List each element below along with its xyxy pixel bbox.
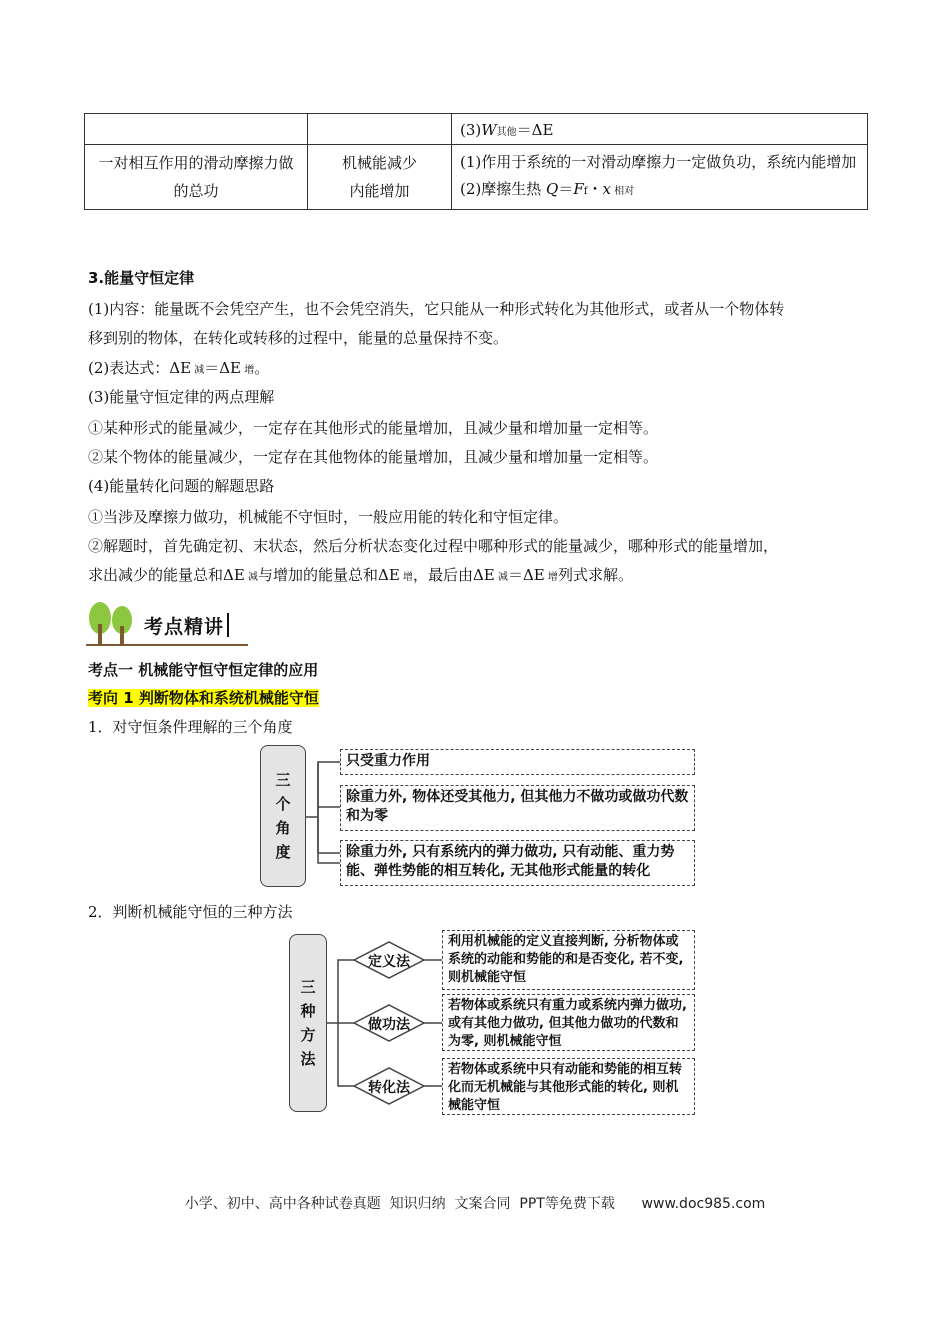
cell-text: F [573, 180, 584, 198]
method-desc-box: 若物体或系统只有重力或系统内弹力做功, 或有其他力做功, 但其他力做功的代数和为零, 则机械能守恒 [442, 994, 695, 1051]
label-char: 三 [300, 978, 316, 996]
paragraph: ①某种形式的能量减少，一定存在其他形式的能量增加，且减少量和增加量一定相等。 [88, 419, 659, 437]
cell-text: ・ [587, 180, 603, 198]
method-name: 做功法 [368, 1017, 410, 1033]
badge-label: 考点精讲 [144, 616, 225, 638]
cell-text: (1)作用于系统的一对滑动摩擦力一定做负功，系统内能增加 [460, 153, 857, 171]
method-desc-box: 若物体或系统中只有动能和势能的相互转化而无机械能与其他形式能的转化, 则机械能守恒 [442, 1058, 695, 1115]
cell-subscript: 其他 [496, 126, 517, 138]
condition-box: 除重力外, 只有系统内的弹力做功, 只有动能、重力势能、弹性势能的相互转化, 无其他形式能量的转化 [340, 840, 695, 886]
label-char: 方 [300, 1026, 316, 1044]
text: 列式求解。 [557, 566, 633, 584]
cell-text: (3) [460, 120, 482, 139]
label-char: 角 [275, 819, 291, 837]
cell-subscript: f [583, 186, 588, 197]
subscript: 增 [544, 572, 558, 583]
method-name: 转化法 [368, 1080, 410, 1096]
paragraph: ①当涉及摩擦力做功，机械能不守恒时，一般应用能的转化和守恒定律。 [88, 508, 569, 526]
label-char: 法 [300, 1050, 316, 1068]
topic-direction [88, 687, 319, 708]
cell-text [460, 176, 859, 205]
diagram2-label [289, 934, 327, 1112]
cell-text: x [602, 180, 611, 198]
label-char: 种 [300, 1002, 316, 1020]
cell-text: ＝ΔE [516, 120, 554, 139]
table-cell [452, 145, 868, 210]
cell-text: 机械能减少 [341, 154, 417, 172]
energy-table [84, 113, 868, 210]
paragraph: ②解题时，首先确定初、末状态，然后分析状态变化过程中哪种形式的能量减少，哪种形式的能量增加， [88, 537, 779, 555]
cell-text: 内能增加 [349, 182, 410, 200]
cell-text: 一对相互作用的滑动摩擦力做的总功 [98, 154, 294, 200]
highlighted-text: 考向 1 判断物体和系统机械能守恒 [88, 689, 319, 707]
section-badge [86, 600, 248, 646]
paragraph: (4)能量转化问题的解题思路 [88, 477, 275, 495]
label-char: 个 [275, 795, 291, 813]
subscript: 减 [191, 365, 205, 376]
paragraph [88, 357, 269, 378]
subscript: 减 [494, 572, 508, 583]
table-cell [452, 114, 868, 145]
item-heading: 2．判断机械能守恒的三种方法 [88, 903, 293, 921]
text: (2)表达式：ΔE [88, 359, 192, 377]
method-name: 定义法 [368, 954, 410, 970]
subscript: 减 [244, 572, 258, 583]
paragraph: (3)能量守恒定律的两点理解 [88, 388, 275, 406]
paragraph: 移到别的物体，在转化或转移的过程中，能量的总量保持不变。 [88, 329, 509, 347]
method-desc-box: 利用机械能的定义直接判断, 分析物体或系统的动能和势能的和是否变化, 若不变, 则机械能守恒 [442, 930, 695, 990]
diagram1-connectors [300, 745, 345, 890]
paragraph: ②某个物体的能量减少，一定存在其他物体的能量增加，且减少量和增加量一定相等。 [88, 448, 659, 466]
label-char: 三 [275, 771, 291, 789]
page-footer: 小学、初中、高中各种试卷真题 知识归纳 文案合同 PPT等免费下载 www.doc985.com [184, 1196, 766, 1212]
cell-text: (2)摩擦生热 [460, 180, 547, 198]
section-title: 3.能量守恒定律 [88, 269, 195, 287]
topic-title: 考点一 机械能守恒守恒定律的应用 [88, 661, 319, 679]
condition-box: 只受重力作用 [340, 749, 695, 775]
cell-text: W [481, 120, 497, 139]
cell-text: ＝ [558, 180, 574, 198]
subscript: 增 [399, 572, 413, 583]
text: 与增加的能量总和ΔE [257, 566, 400, 584]
text: 。 [254, 359, 270, 377]
text: 求出减少的能量总和ΔE [88, 566, 245, 584]
item-heading: 1．对守恒条件理解的三个角度 [88, 718, 293, 736]
table-cell [308, 114, 452, 145]
cell-subscript: 相对 [610, 186, 635, 197]
table-row [85, 145, 868, 210]
diagram1-label [260, 745, 306, 887]
table-cell [308, 145, 452, 210]
text: ＝ΔE [204, 359, 242, 377]
paragraph [88, 564, 633, 585]
table-cell [85, 145, 308, 210]
cursor-bar [227, 613, 229, 637]
paragraph: (1)内容：能量既不会凭空产生，也不会凭空消失，它只能从一种形式转化为其他形式，或者从一个物体转 [88, 300, 785, 318]
table-cell [85, 114, 308, 145]
cell-text: Q [546, 180, 559, 198]
text: ＝ΔE [507, 566, 545, 584]
condition-box: 除重力外, 物体还受其他力, 但其他力不做功或做功代数和为零 [340, 785, 695, 831]
subscript: 增 [241, 365, 255, 376]
label-char: 度 [275, 843, 291, 861]
text: ，最后由ΔE [412, 566, 495, 584]
table-row [85, 114, 868, 145]
